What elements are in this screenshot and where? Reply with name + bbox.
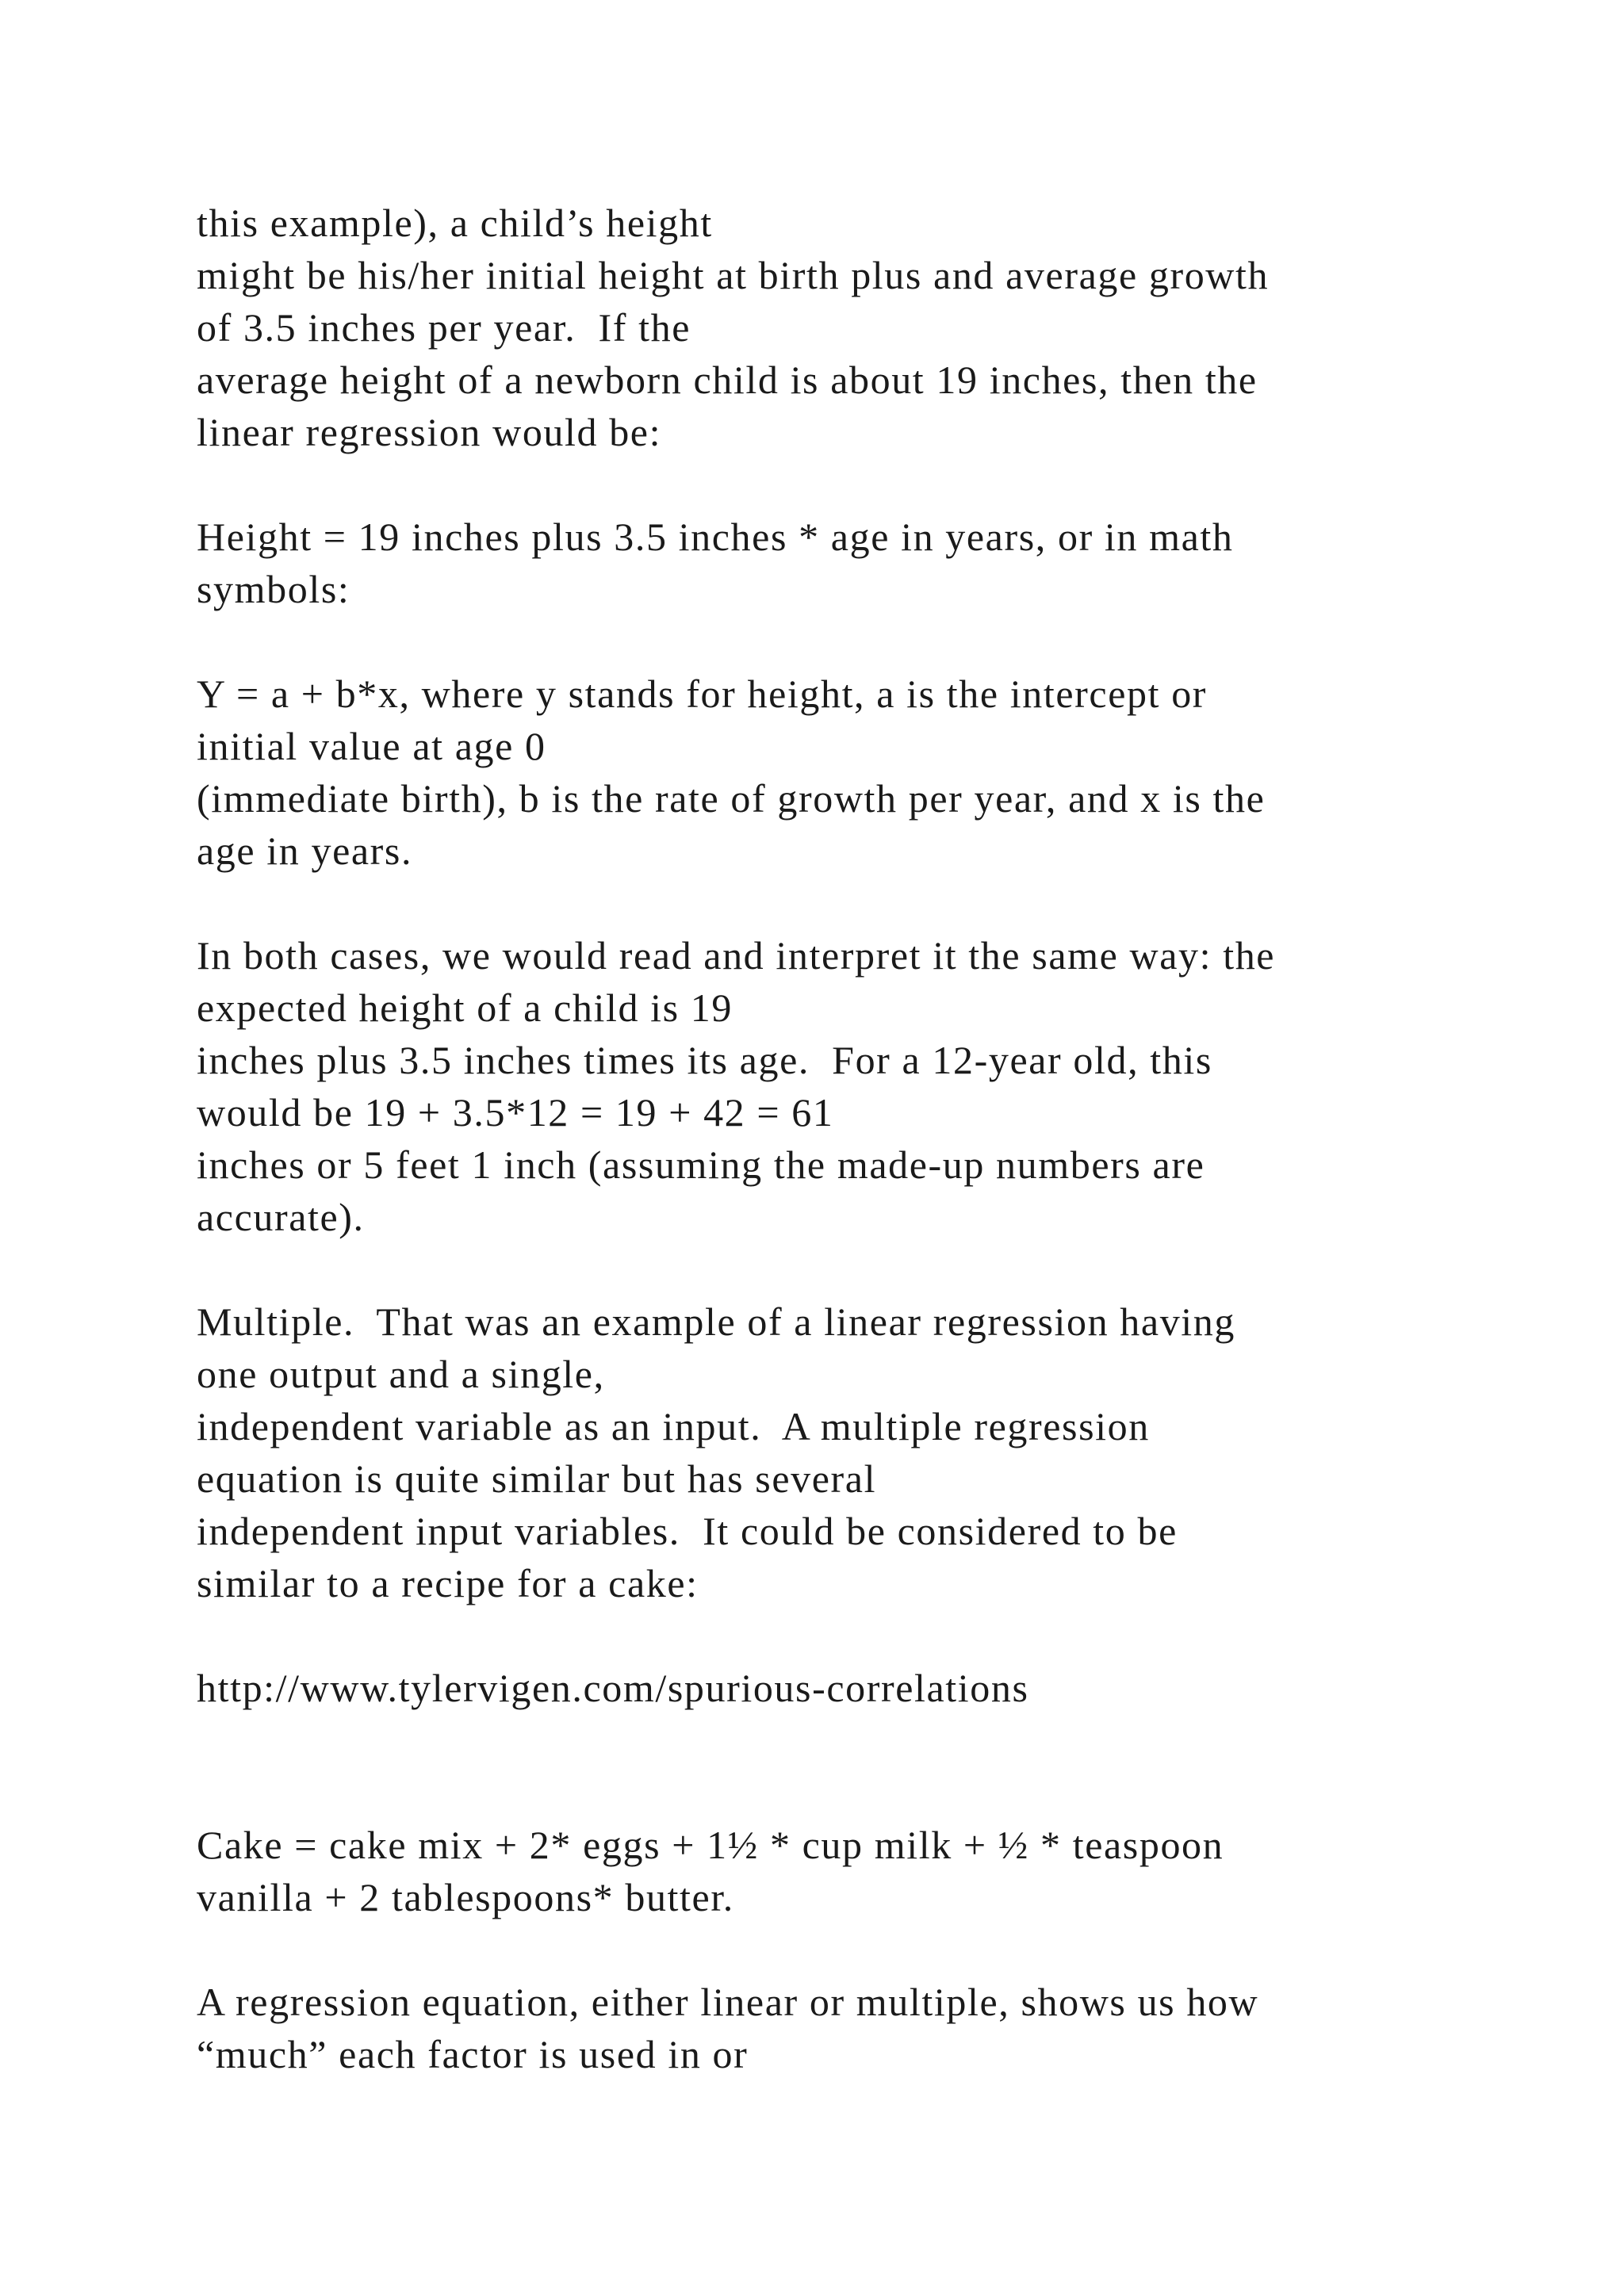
paragraph-gap: [197, 1923, 1481, 1976]
paragraph-multiple-regression: [197, 1295, 1481, 1609]
paragraph-gap: [197, 1714, 1481, 1766]
text-line: expected height of a child is 19: [197, 985, 733, 1030]
text-line: Y = a + b*x, where y stands for height, a is the intercept or: [197, 672, 1208, 716]
text-line: of 3.5 inches per year. If the: [197, 305, 691, 350]
text-line: A regression equation, either linear or multiple, shows us how: [197, 1980, 1259, 2024]
text-line: (immediate birth), b is the rate of growth per year, and x is the: [197, 776, 1266, 821]
spurious-correlations-url: http://www.tylervigen.com/spurious-correlations: [197, 1666, 1029, 1710]
paragraph-gap: [197, 877, 1481, 929]
paragraph-regression-summary: [197, 1976, 1481, 2080]
paragraph-gap: [197, 1243, 1481, 1295]
text-line: Cake = cake mix + 2* eggs + 1½ * cup milk + ½ * teaspoon: [197, 1823, 1224, 1867]
text-line: In both cases, we would read and interpret it the same way: the: [197, 933, 1276, 978]
paragraph-height-example: [197, 197, 1481, 458]
text-line: equation is quite similar but has several: [197, 1456, 877, 1501]
paragraph-gap: [197, 458, 1481, 511]
paragraph-cake-recipe: [197, 1819, 1481, 1923]
text-line: initial value at age 0: [197, 724, 546, 768]
text-line: average height of a newborn child is about 19 inches, then the: [197, 358, 1258, 402]
text-line: similar to a recipe for a cake:: [197, 1561, 699, 1605]
paragraph-url: [197, 1662, 1481, 1714]
text-line: this example), a child’s height: [197, 201, 713, 245]
text-line: Height = 19 inches plus 3.5 inches * age in years, or in math: [197, 515, 1234, 559]
paragraph-interpretation: [197, 929, 1481, 1243]
text-line: independent input variables. It could be considered to be: [197, 1509, 1178, 1553]
paragraph-equation-definition: [197, 668, 1481, 877]
paragraph-gap: [197, 1766, 1481, 1819]
text-line: vanilla + 2 tablespoons* butter.: [197, 1875, 734, 1919]
text-line: would be 19 + 3.5*12 = 19 + 42 = 61: [197, 1090, 834, 1135]
text-line: age in years.: [197, 828, 413, 873]
paragraph-gap: [197, 615, 1481, 668]
text-line: might be his/her initial height at birth plus and average growth: [197, 253, 1270, 297]
text-line: symbols:: [197, 567, 350, 611]
text-line: independent variable as an input. A multiple regression: [197, 1404, 1150, 1448]
text-line: Multiple. That was an example of a linear regression having: [197, 1299, 1235, 1344]
paragraph-gap: [197, 1609, 1481, 1662]
document-body: [197, 197, 1481, 2080]
paragraph-height-formula: [197, 511, 1481, 615]
text-line: inches plus 3.5 inches times its age. For a 12-year old, this: [197, 1038, 1212, 1082]
text-line: inches or 5 feet 1 inch (assuming the made-up numbers are: [197, 1142, 1205, 1187]
text-line: one output and a single,: [197, 1352, 605, 1396]
text-line: “much” each factor is used in or: [197, 2032, 749, 2076]
text-line: accurate).: [197, 1195, 365, 1239]
text-line: linear regression would be:: [197, 410, 662, 454]
